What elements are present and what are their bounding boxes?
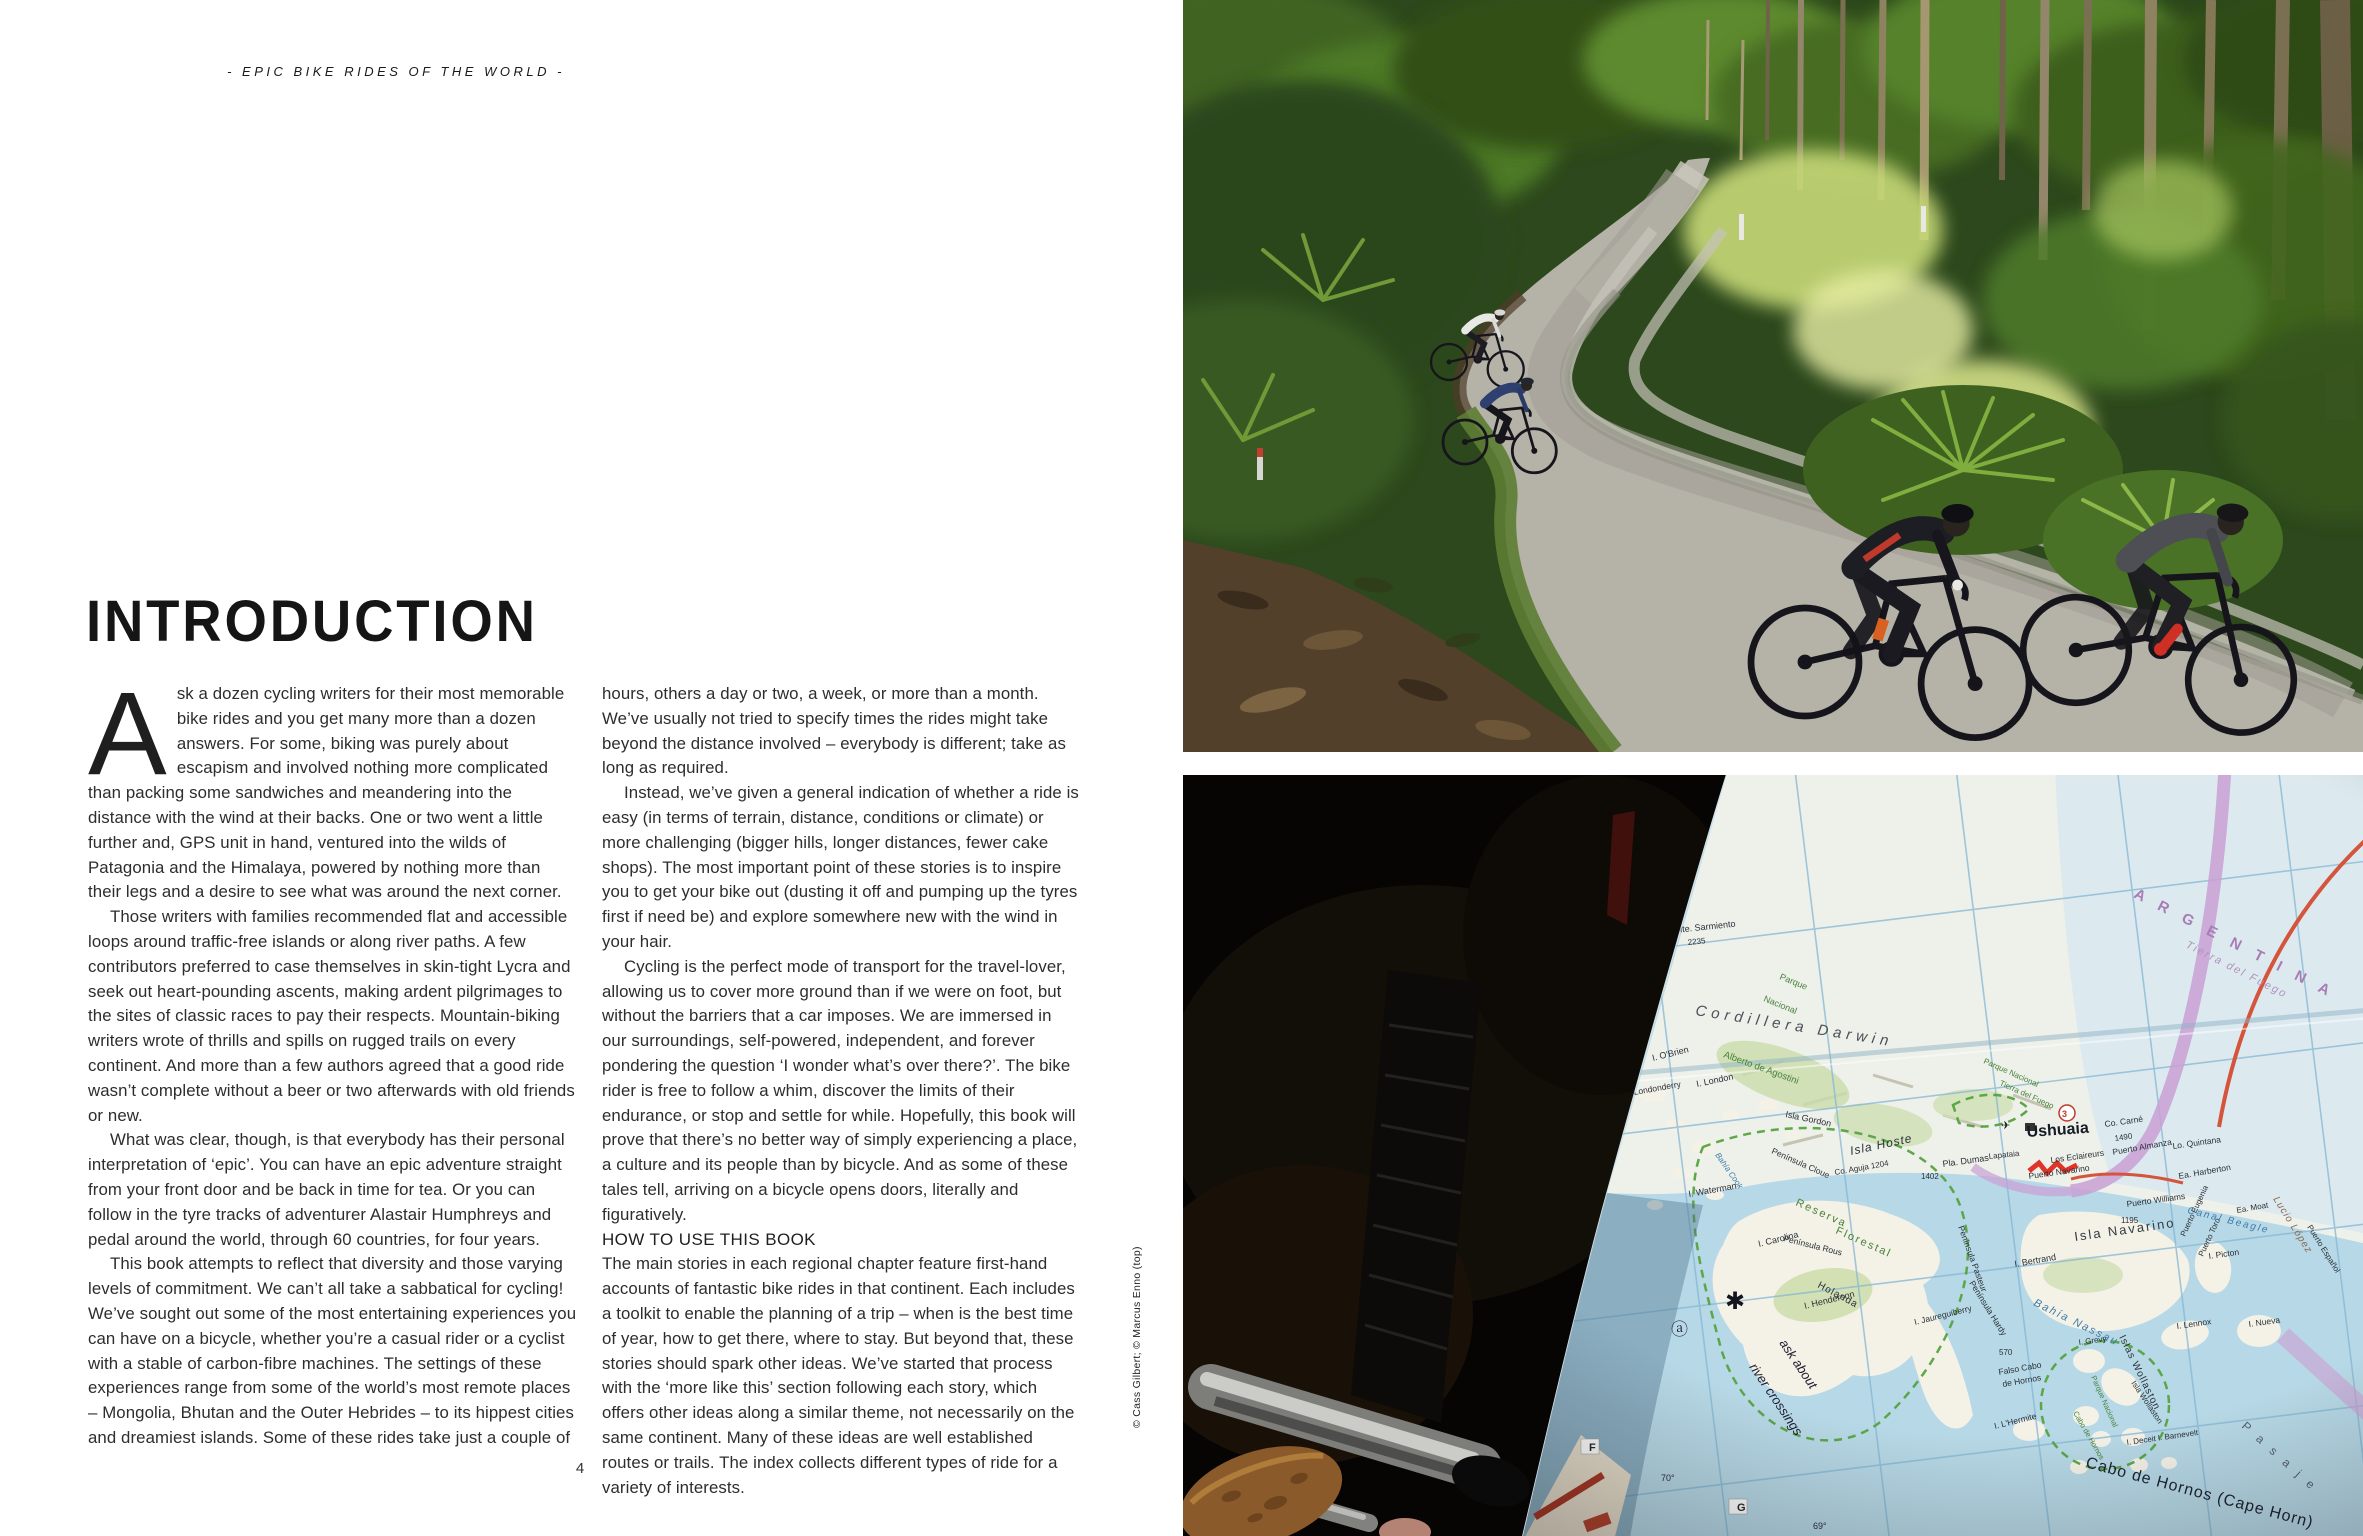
paragraph: Those writers with families recommended flat and accessible loops around traffic-free islands or along river paths. A few contributors preferred to case themselves in skin-tight Lycra and seek out heart-pounding ascents, making ardent pilgrimages to the sites of classic races to pay their respects. Mountain-biking writers wrote of thrills and spills on rugged trails on every continent. And more than a few authors agreed that a good ride wasn’t complete without a beer or two afterwards with old friends or new. [88, 907, 575, 1125]
paragraph: The main stories in each regional chapter feature first-hand accounts of fantastic bike rides in that continent. Each includes a toolkit to enable the planning of a trip – when is the best time of year, how to get there, where to stay. But beyond that, these stories should spark other ideas. We’ve started that process with the ‘more like this’ section following each story, which offers other ideas along a similar theme, not necessarily on the same continent. Many of these ideas are well established routes or trails. The index collects different types of ride for a variety of interests. [602, 1254, 1075, 1497]
drop-cap: A [88, 668, 167, 800]
running-header: - EPIC BIKE RIDES OF THE WORLD - [227, 64, 565, 79]
text-column-1 [88, 668, 577, 1451]
text-column-2 [602, 682, 1079, 1500]
page-number: 4 [575, 1460, 585, 1477]
paragraph: What was clear, though, is that everybody has their personal interpretation of ‘epic’. You can have an epic adventure straight from your front door and be back in time for tea. Or you can follow in the tyre tracks of adventurer Alastair Humphreys and pedal around the world, through 60 countries, for four years. [88, 1130, 565, 1249]
paragraph: Cycling is the perfect mode of transport for the travel-lover, allowing us to cover more ground than if we were on foot, but without the barriers that a car imposes. We are immersed in our surroundings, self-powered, independent, and forever pondering the question ‘I wonder what’s over there?’. The bike rider is free to follow a whim, discover the limits of their endurance, or stop and settle for while. Hopefully, this book will prove that there’s no better way of simply experiencing a place, a culture and its people than by bicycle. And as some of these tales tell, arriving on a bicycle opens doors, literally and figuratively. [602, 956, 1078, 1224]
paragraph: hours, others a day or two, a week, or more than a month. We’ve usually not tried to specify times the rides might take beyond the distance involved – everybody is different; take as long as required. [602, 684, 1066, 778]
paragraph: Ask a dozen cycling writers for their most memorable bike rides and you get many more than a dozen answers. For some, biking was purely about escapism and involved nothing more complicated than packing some sandwiches and meandering into the distance with the wind at their backs. One or two went a little further and, GPS unit in hand, ventured into the wilds of Patagonia and the Himalaya, powered by nothing more than their legs and a desire to see what was around the next corner. [88, 668, 565, 902]
paragraph: This book attempts to reflect that diversity and those varying levels of commitment. We can’t all take a sabbatical for cycling! We’ve sought out some of the most entertaining experiences you can have on a bicycle, whether you’re a casual rider or a cyclist with a stable of carbon-fibre machines. The settings of these experiences range from some of the world’s most remote places – Mongolia, Bhutan and the Outer Hebrides – to its hippest cities and dreamiest islands. Some of these rides take just a couple of [88, 1254, 577, 1447]
photo-credit: © Cass Gilbert; © Marcus Enno (top) [1131, 1246, 1143, 1428]
section-heading: HOW TO USE THIS BOOK [602, 1229, 816, 1249]
photo-forest-gravel-ride [1183, 0, 2363, 752]
photo-map-tierra-del-fuego [1183, 775, 2363, 1536]
page-title: INTRODUCTION [86, 589, 538, 654]
paragraph: Instead, we’ve given a general indication of whether a ride is easy (in terms of terrain, distance, conditions or climate) or more challenging (bigger hills, longer distances, fewer cake shops). The most important point of these stories is to inspire you to get your bike out (dusting it off and pumping up the tyres first if need be) and explore somewhere new with the wind in your hair. [602, 783, 1079, 951]
